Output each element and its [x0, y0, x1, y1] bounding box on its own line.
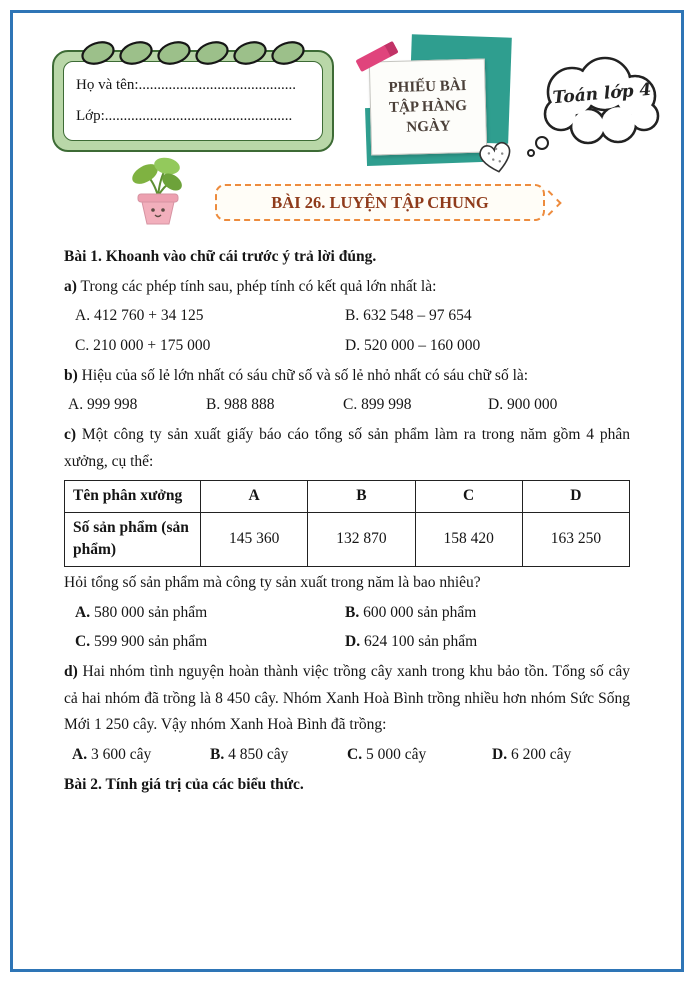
table-row	[65, 512, 630, 566]
q1d-text: Hai nhóm tình nguyện hoàn thành việc trồng cây xanh trong khu bảo tồn. Tổng số cây cả hai nhóm đã trồng là 8 450 cây. Nhóm Xanh Hoà Bình trồng nhiều hơn nhóm Sức Sống Mới 1 250 cây. Vậy nhóm Xanh Hoà Bình đã trồng:	[64, 662, 631, 734]
cell-value: 132 870	[308, 512, 415, 566]
col-header: Tên phân xưởng	[65, 481, 201, 513]
option-b: B. 600 000 sản phẩm	[345, 603, 477, 621]
option-c: C. 899 998	[343, 396, 412, 414]
q1c-label: c)	[64, 425, 77, 443]
option-c: C. 210 000 + 175 000	[75, 336, 211, 354]
production-table	[64, 480, 630, 567]
daily-worksheet-note	[364, 36, 514, 174]
option-b: B. 632 548 – 97 654	[345, 307, 472, 325]
option-a: A. 3 600 cây	[72, 745, 152, 763]
q1b-options	[68, 392, 630, 419]
option-a: A. 580 000 sản phẩm	[75, 603, 208, 621]
exercise1-title: Bài 1. Khoanh vào chữ cái trước ý trả lời đúng.	[64, 248, 377, 265]
note-title: PHIẾU BÀI TẬP HÀNG NGÀY	[388, 77, 468, 136]
option-c: C. 599 900 sản phẩm	[75, 633, 208, 651]
q1b-text: Hiệu của số lẻ lớn nhất có sáu chữ số và số lẻ nhỏ nhất có sáu chữ số là:	[81, 366, 529, 384]
option-d: D. 520 000 – 160 000	[345, 336, 481, 354]
q1c-prompt	[64, 422, 630, 475]
exercise2-title: Bài 2. Tính giá trị của các biểu thức.	[64, 775, 304, 793]
lesson-banner	[215, 184, 545, 221]
q1a-text: Trong các phép tính sau, phép tính có kết quả lớn nhất là:	[80, 277, 437, 295]
student-info-card	[52, 50, 334, 152]
row-label: Số sản phẩm (sản phẩm)	[65, 512, 201, 566]
q1b-prompt	[64, 363, 630, 390]
q1c-options-row2	[75, 629, 630, 656]
q1a-label: a)	[64, 277, 77, 295]
class-field: Lớp:..................................................	[76, 108, 293, 124]
option-b: B. 988 888	[206, 396, 275, 414]
q1a-prompt	[64, 274, 630, 301]
q1c-text: Một công ty sản xuất giấy báo cáo tổng số sản phẩm làm ra trong năm gồm 4 phân xưởng, cụ thể:	[64, 425, 631, 470]
cell-value: 163 250	[522, 512, 629, 566]
grade-label: Toán lớp 4	[551, 79, 653, 109]
spiral-binding-icon	[76, 33, 314, 71]
q1a-options-row1	[75, 303, 630, 330]
option-d: D. 6 200 cây	[492, 745, 572, 763]
q1d-label: d)	[64, 662, 78, 680]
q1c-question: Hỏi tổng số sản phẩm mà công ty sản xuất trong năm là bao nhiêu?	[64, 573, 481, 591]
banner-arrow-icon	[536, 190, 561, 215]
q1a-options-row2	[75, 333, 630, 360]
name-field: Họ và tên:..........................................	[76, 77, 296, 93]
option-c: C. 5 000 cây	[347, 745, 427, 763]
q1b-label: b)	[64, 366, 78, 384]
col-header: C	[415, 481, 522, 513]
q1d-prompt	[64, 659, 630, 739]
col-header: B	[308, 481, 415, 513]
col-header: A	[201, 481, 308, 513]
option-a: A. 999 998	[68, 396, 138, 414]
plant-icon	[118, 152, 198, 232]
table-header-row	[65, 481, 630, 513]
option-d: D. 900 000	[488, 396, 558, 414]
col-header: D	[522, 481, 629, 513]
student-info-fields	[63, 61, 323, 141]
cell-value: 158 420	[415, 512, 522, 566]
grade-cloud	[522, 44, 674, 162]
option-d: D. 624 100 sản phẩm	[345, 633, 478, 651]
q1c-options-row1	[75, 600, 630, 627]
heart-icon	[472, 134, 519, 181]
option-a: A. 412 760 + 34 125	[75, 307, 204, 325]
lesson-title: BÀI 26. LUYỆN TẬP CHUNG	[271, 192, 489, 212]
worksheet-body	[64, 244, 630, 801]
q1d-options	[72, 742, 630, 769]
cell-value: 145 360	[201, 512, 308, 566]
note-card	[369, 58, 487, 155]
option-b: B. 4 850 cây	[210, 745, 289, 763]
